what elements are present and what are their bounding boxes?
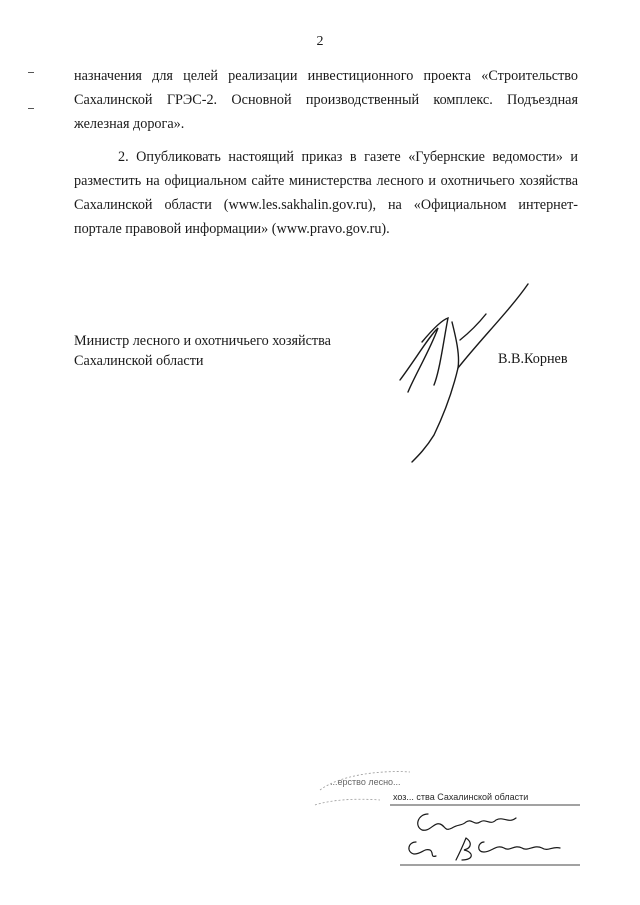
signer-title-line-1: Министр лесного и охотничьего хозяйства <box>74 333 331 349</box>
handwritten-signature <box>360 280 550 470</box>
signer-name: В.В.Корнев <box>498 351 568 367</box>
page-number: 2 <box>316 34 324 49</box>
signer-title <box>74 331 331 371</box>
stamp-text-line-1: ...ерство лесно... <box>330 777 401 787</box>
stamp-text-line-2: хоз... ства Сахалинской области <box>393 792 529 802</box>
stamp-handwriting <box>400 808 580 868</box>
margin-mark <box>28 72 34 73</box>
signer-title-line-2: Сахалинской области <box>74 353 204 369</box>
margin-mark <box>28 108 34 109</box>
paragraph-2: 2. Опубликовать настоящий приказ в газете «Губернские ведомости» и разместить на официальном сайте министерства лесного и охотничьего хозяйства Сахалинской области (www.les.sakhalin.gov.ru), на «Официальном интернет-портале правовой информации» (www.pravo.gov.ru). <box>74 149 578 237</box>
paragraph-1: назначения для целей реализации инвестиционного проекта «Строительство Сахалинской ГРЭС-2. Основной производственный комплекс. Подъездная железная дорога». <box>74 68 578 132</box>
